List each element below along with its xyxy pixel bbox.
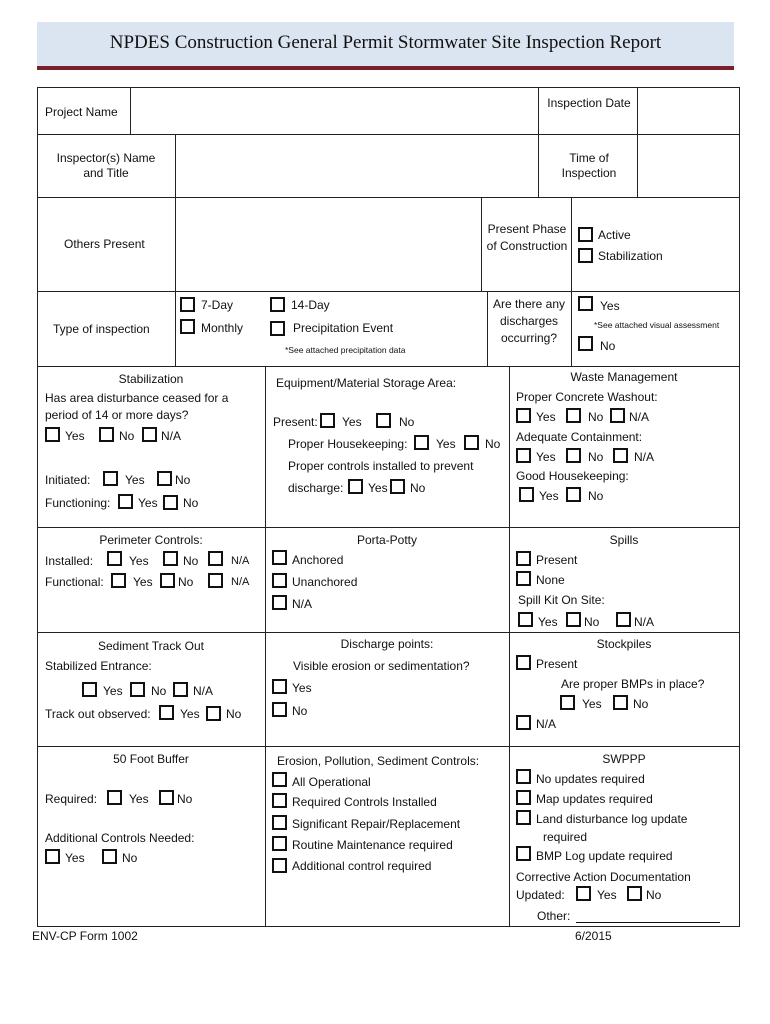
installed-label: Installed: — [45, 554, 94, 568]
updated-yes-checkbox[interactable] — [576, 886, 591, 901]
containment-yes-label: Yes — [536, 450, 556, 464]
routine-maintenance-checkbox[interactable] — [272, 836, 287, 851]
spill-kit-no-checkbox[interactable] — [566, 612, 581, 627]
entrance-yes-checkbox[interactable] — [82, 682, 97, 697]
stockpiles-present-checkbox[interactable] — [516, 655, 531, 670]
visual-note: *See attached visual assessment — [594, 320, 720, 330]
updated-label: Updated: — [516, 888, 565, 902]
all-operational-label: All Operational — [292, 775, 371, 789]
washout-no-label: No — [588, 410, 604, 424]
map-updates-label: Map updates required — [536, 792, 653, 806]
equipment-title: Equipment/Material Storage Area: — [276, 376, 457, 390]
grid-line — [637, 87, 638, 197]
entrance-no-checkbox[interactable] — [130, 682, 145, 697]
functioning-label: Functioning: — [45, 496, 111, 510]
stab-na-label: N/A — [161, 429, 182, 443]
spills-present-label: Present — [536, 553, 578, 567]
bmps-no-checkbox[interactable] — [613, 695, 628, 710]
additional-control-checkbox[interactable] — [272, 858, 287, 873]
discharges-yes-checkbox[interactable] — [578, 296, 593, 311]
spill-kit-na-checkbox[interactable] — [616, 612, 631, 627]
anchored-label: Anchored — [292, 553, 344, 567]
buffer-no-label: No — [177, 792, 193, 806]
good-housekeeping-no-label: No — [588, 489, 604, 503]
grid-line — [37, 746, 740, 747]
washout-yes-checkbox[interactable] — [516, 408, 531, 423]
no-updates-checkbox[interactable] — [516, 769, 531, 784]
equipment-present-label: Present: — [273, 415, 318, 429]
stab-no-checkbox[interactable] — [99, 427, 114, 442]
all-operational-checkbox[interactable] — [272, 772, 287, 787]
form-number: ENV-CP Form 1002 — [32, 929, 138, 943]
stabilization-label: Stabilization — [598, 249, 663, 263]
discharge-no-label: No — [292, 704, 308, 718]
inspection-date-label: Inspection Date — [547, 96, 631, 110]
washout-na-checkbox[interactable] — [610, 408, 625, 423]
waste-title: Waste Management — [570, 370, 678, 384]
anchored-checkbox[interactable] — [272, 550, 287, 565]
additional-yes-checkbox[interactable] — [45, 849, 60, 864]
time-label: Time of Inspection — [561, 151, 617, 180]
containment-na-checkbox[interactable] — [613, 448, 628, 463]
unanchored-label: Unanchored — [292, 575, 358, 589]
discharges-question: Are there any discharges occurring? — [492, 297, 566, 345]
land-disturbance-checkbox[interactable] — [516, 810, 531, 825]
functioning-no-label: No — [183, 496, 199, 510]
functional-no-label: No — [178, 575, 194, 589]
controls-no-label: No — [410, 481, 426, 495]
unanchored-checkbox[interactable] — [272, 573, 287, 588]
containment-no-label: No — [588, 450, 604, 464]
spill-kit-yes-checkbox[interactable] — [518, 612, 533, 627]
other-input-line[interactable] — [576, 922, 720, 923]
grid-line — [37, 926, 740, 927]
discharges-no-label: No — [600, 339, 616, 353]
discharge-yes-label: Yes — [292, 681, 312, 695]
updated-no-label: No — [646, 888, 662, 902]
spills-none-label: None — [536, 573, 565, 587]
controls-yes-checkbox[interactable] — [348, 479, 363, 494]
buffer-yes-label: Yes — [129, 792, 149, 806]
additional-no-label: No — [122, 851, 138, 865]
required-controls-label: Required Controls Installed — [292, 795, 437, 809]
stabilization-title: Stabilization — [118, 372, 184, 386]
discharges-no-checkbox[interactable] — [578, 336, 593, 351]
report-title: NPDES Construction General Permit Stormwater Site Inspection Report — [109, 32, 662, 53]
track-title: Sediment Track Out — [97, 639, 205, 653]
spill-kit-yes-label: Yes — [538, 615, 558, 629]
updated-no-checkbox[interactable] — [627, 886, 642, 901]
controls-text: Proper controls installed to prevent — [288, 459, 474, 473]
spills-title: Spills — [609, 533, 639, 547]
installed-no-label: No — [183, 554, 199, 568]
entrance-no-label: No — [151, 684, 167, 698]
seven-day-checkbox[interactable] — [180, 297, 195, 312]
stockpiles-present-label: Present — [536, 657, 578, 671]
porta-na-label: N/A — [292, 597, 313, 611]
seven-day-label: 7-Day — [201, 298, 234, 312]
stab-na-checkbox[interactable] — [142, 427, 157, 442]
type-inspection-label: Type of inspection — [53, 322, 150, 336]
fourteen-day-checkbox[interactable] — [270, 297, 285, 312]
bmp-log-checkbox[interactable] — [516, 846, 531, 861]
bmps-question: Are proper BMPs in place? — [561, 677, 705, 691]
active-label: Active — [598, 228, 631, 242]
corrective-action-label: Corrective Action Documentation — [516, 870, 691, 884]
initiated-no-checkbox[interactable] — [157, 471, 172, 486]
bmp-log-label: BMP Log update required — [536, 849, 673, 863]
stab-no-label: No — [119, 429, 135, 443]
spills-present-checkbox[interactable] — [516, 551, 531, 566]
grid-line — [175, 134, 176, 366]
grid-line — [37, 87, 38, 927]
required-controls-checkbox[interactable] — [272, 793, 287, 808]
grid-line — [487, 291, 488, 366]
installed-na-label: N/A — [231, 555, 250, 567]
grid-line — [37, 197, 740, 198]
project-name-label: Project Name — [45, 105, 118, 119]
no-updates-label: No updates required — [536, 772, 645, 786]
spill-kit-na-label: N/A — [634, 615, 655, 629]
equipment-present-no-checkbox[interactable] — [376, 413, 391, 428]
housekeeping-no-checkbox[interactable] — [464, 435, 479, 450]
functional-yes-checkbox[interactable] — [111, 573, 126, 588]
good-housekeeping-label: Good Housekeeping: — [516, 469, 629, 483]
installed-yes-label: Yes — [129, 554, 149, 568]
active-checkbox[interactable] — [578, 227, 593, 242]
good-housekeeping-yes-label: Yes — [539, 489, 559, 503]
discharge-label: discharge: — [288, 481, 344, 495]
initiated-yes-label: Yes — [125, 473, 145, 487]
stab-yes-label: Yes — [65, 429, 85, 443]
additional-control-label: Additional control required — [292, 859, 432, 873]
grid-line — [37, 134, 740, 135]
discharges-yes-label: Yes — [600, 299, 620, 313]
spills-none-checkbox[interactable] — [516, 571, 531, 586]
installed-yes-checkbox[interactable] — [107, 551, 122, 566]
discharge-points-title: Discharge points: — [340, 637, 434, 651]
grid-line — [130, 87, 131, 134]
containment-yes-checkbox[interactable] — [516, 448, 531, 463]
functioning-yes-checkbox[interactable] — [118, 494, 133, 509]
initiated-yes-checkbox[interactable] — [103, 471, 118, 486]
significant-repair-label: Significant Repair/Replacement — [292, 817, 461, 831]
swppp-title: SWPPP — [602, 752, 646, 766]
observed-no-label: No — [226, 707, 242, 721]
bmps-yes-checkbox[interactable] — [560, 695, 575, 710]
monthly-label: Monthly — [201, 321, 244, 335]
grid-line — [571, 197, 572, 366]
additional-yes-label: Yes — [65, 851, 85, 865]
grid-line — [37, 366, 740, 367]
grid-line — [37, 632, 740, 633]
grid-line — [37, 87, 740, 88]
stab-yes-checkbox[interactable] — [45, 427, 60, 442]
map-updates-checkbox[interactable] — [516, 790, 531, 805]
stabilization-checkbox[interactable] — [578, 248, 593, 263]
form-date: 6/2015 — [575, 929, 612, 943]
initiated-no-label: No — [175, 473, 191, 487]
stockpiles-na-label: N/A — [536, 717, 557, 731]
washout-label: Proper Concrete Washout: — [516, 390, 658, 404]
entrance-label: Stabilized Entrance: — [45, 659, 152, 673]
grid-line — [37, 291, 740, 292]
containment-label: Adequate Containment: — [516, 430, 643, 444]
additional-no-checkbox[interactable] — [102, 849, 117, 864]
discharge-yes-checkbox[interactable] — [272, 679, 287, 694]
observed-no-checkbox[interactable] — [206, 706, 221, 721]
others-present-label: Others Present — [64, 237, 145, 251]
buffer-no-checkbox[interactable] — [159, 790, 174, 805]
stab-question-1: Has area disturbance ceased for a — [45, 391, 229, 405]
good-housekeeping-no-checkbox[interactable] — [566, 487, 581, 502]
functional-na-label: N/A — [231, 576, 250, 588]
washout-no-checkbox[interactable] — [566, 408, 581, 423]
observed-yes-label: Yes — [180, 707, 200, 721]
functional-no-checkbox[interactable] — [160, 573, 175, 588]
other-label: Other: — [537, 909, 571, 923]
housekeeping-no-label: No — [485, 437, 501, 451]
functioning-no-checkbox[interactable] — [163, 495, 178, 510]
housekeeping-label: Proper Housekeeping: — [288, 437, 408, 451]
functional-yes-label: Yes — [133, 575, 153, 589]
good-housekeeping-yes-checkbox[interactable] — [519, 487, 534, 502]
stockpiles-na-checkbox[interactable] — [516, 715, 531, 730]
washout-yes-label: Yes — [536, 410, 556, 424]
grid-line — [538, 87, 539, 134]
precip-note: *See attached precipitation data — [285, 345, 406, 355]
equipment-present-yes-label: Yes — [342, 415, 362, 429]
observed-label: Track out observed: — [45, 707, 151, 721]
discharge-no-checkbox[interactable] — [272, 702, 287, 717]
erosion-title: Erosion, Pollution, Sediment Controls: — [277, 754, 480, 768]
spill-kit-label: Spill Kit On Site: — [518, 593, 605, 607]
visible-erosion-label: Visible erosion or sedimentation? — [293, 659, 470, 673]
bmps-no-label: No — [633, 697, 649, 711]
spill-kit-no-label: No — [584, 615, 600, 629]
monthly-checkbox[interactable] — [180, 319, 195, 334]
buffer-yes-checkbox[interactable] — [107, 790, 122, 805]
grid-line — [538, 134, 539, 197]
buffer-title: 50 Foot Buffer — [113, 752, 189, 766]
functional-na-checkbox[interactable] — [208, 573, 223, 588]
entrance-yes-label: Yes — [103, 684, 123, 698]
porta-na-checkbox[interactable] — [272, 595, 287, 610]
observed-yes-checkbox[interactable] — [159, 705, 174, 720]
functioning-yes-label: Yes — [138, 496, 158, 510]
fourteen-day-label: 14-Day — [291, 298, 330, 312]
report-header — [37, 22, 734, 70]
grid-line — [37, 527, 740, 528]
housekeeping-yes-label: Yes — [436, 437, 456, 451]
initiated-label: Initiated: — [45, 473, 91, 487]
washout-na-label: N/A — [629, 410, 650, 424]
routine-maintenance-label: Routine Maintenance required — [292, 838, 453, 852]
installed-no-checkbox[interactable] — [163, 551, 178, 566]
controls-no-checkbox[interactable] — [390, 479, 405, 494]
grid-line — [739, 87, 740, 927]
containment-no-checkbox[interactable] — [566, 448, 581, 463]
equipment-present-yes-checkbox[interactable] — [320, 413, 335, 428]
housekeeping-yes-checkbox[interactable] — [414, 435, 429, 450]
phase-label: Present Phase of Construction — [486, 222, 568, 253]
stockpiles-title: Stockpiles — [596, 637, 652, 651]
equipment-present-no-label: No — [399, 415, 415, 429]
bmps-yes-label: Yes — [582, 697, 602, 711]
containment-na-label: N/A — [634, 450, 655, 464]
stab-question-2: period of 14 or more days? — [45, 408, 189, 422]
grid-line — [481, 197, 482, 291]
buffer-required-label: Required: — [45, 792, 98, 806]
updated-yes-label: Yes — [597, 888, 617, 902]
installed-na-checkbox[interactable] — [208, 551, 223, 566]
controls-yes-label: Yes — [368, 481, 388, 495]
functional-label: Functional: — [45, 575, 104, 589]
land-disturbance-label-2: required — [543, 830, 588, 844]
land-disturbance-label: Land disturbance log update — [536, 812, 688, 826]
entrance-na-label: N/A — [193, 684, 214, 698]
entrance-na-checkbox[interactable] — [173, 682, 188, 697]
significant-repair-checkbox[interactable] — [272, 815, 287, 830]
perimeter-title: Perimeter Controls: — [99, 533, 203, 547]
inspector-label: Inspector(s) Name and Title — [56, 151, 156, 180]
precip-checkbox[interactable] — [270, 321, 285, 336]
precip-label: Precipitation Event — [293, 321, 394, 335]
porta-title: Porta-Potty — [356, 533, 418, 547]
additional-controls-label: Additional Controls Needed: — [45, 831, 195, 845]
